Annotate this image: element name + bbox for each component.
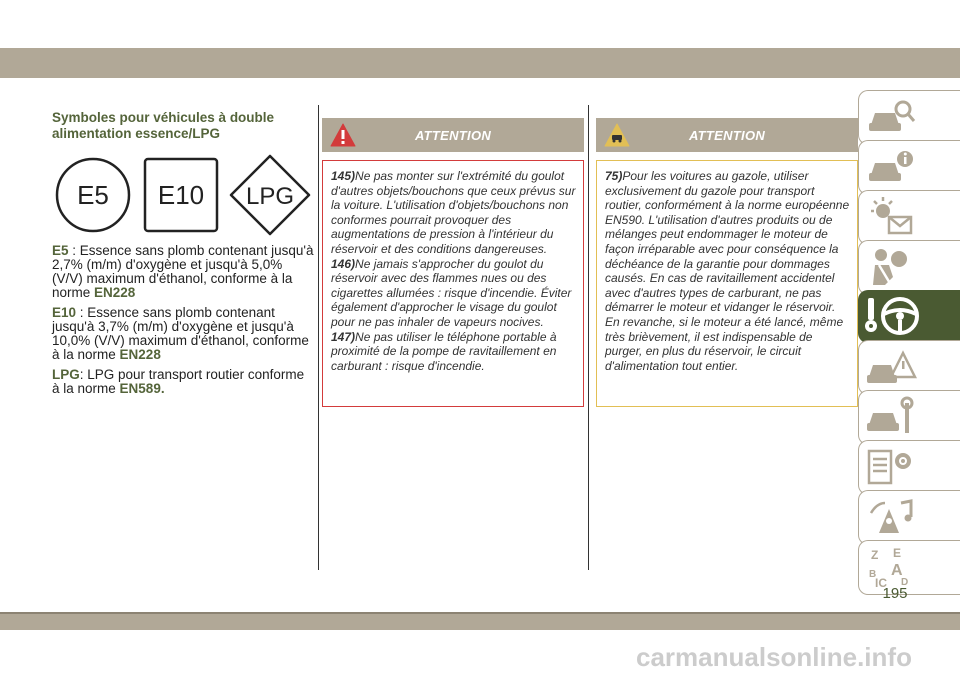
- fuel-symbols-section: [52, 110, 314, 402]
- alphabetical-index-icon: [865, 545, 917, 589]
- definition-lpg: LPG: LPG pour transport routier conforme à la norme EN589.: [52, 367, 305, 396]
- e10-label: E10: [157, 180, 205, 210]
- tab-servicing[interactable]: [858, 390, 960, 445]
- e5-symbol-icon: [54, 156, 132, 234]
- watermark: [636, 640, 956, 674]
- specifications-gear-icon: [865, 445, 917, 489]
- section-heading: Symboles pour véhicules à double alimentation essence/LPG: [52, 110, 275, 141]
- warning-item: 146)Ne jamais s'approcher du goulot du réservoir avec des flammes nues ou des cigarettes allumées : risque d'incendie. Éviter également d'approcher le visage du goulot pour ne pas inhaler de vapeurs nocives.: [331, 256, 572, 329]
- definition-e10: E10 : Essence sans plomb contenant jusqu'à 3,7% (m/m) d'oxygène et jusqu'à 10,0% (V/V) maximum d'éthanol, conforme à la norme EN228: [52, 305, 309, 362]
- tab-car-info[interactable]: [858, 140, 960, 195]
- bottom-band: [0, 612, 960, 630]
- svg-text:D: D: [901, 577, 909, 588]
- fuel-symbols-row: [52, 154, 314, 244]
- tab-safety[interactable]: [858, 240, 960, 295]
- passenger-airbag-icon: [865, 245, 917, 289]
- page-number: 195: [882, 585, 908, 602]
- top-band: [0, 48, 960, 78]
- warning-header: [596, 118, 858, 152]
- key-steering-wheel-icon: [864, 294, 924, 338]
- warning-header: [322, 118, 584, 152]
- tab-car-search[interactable]: [858, 90, 960, 145]
- svg-text:carmanualsonline.info: carmanualsonline.info: [636, 642, 912, 672]
- tab-emergency[interactable]: [858, 340, 960, 395]
- warning-item: 147)Ne pas utiliser le téléphone portable à proximité de la pompe de ravitaillement en carburant : risque d'incendie.: [331, 329, 557, 373]
- warning-title: ATTENTION: [688, 128, 766, 143]
- warning-box-red: [322, 118, 584, 407]
- warning-box-yellow: [596, 118, 858, 407]
- warning-body: [322, 160, 584, 407]
- tab-specifications[interactable]: [858, 440, 960, 495]
- multimedia-music-icon: [865, 495, 917, 539]
- lpg-label: LPG: [245, 183, 295, 210]
- car-maintenance-icon: [865, 395, 917, 439]
- lpg-symbol-icon: [228, 153, 312, 237]
- e5-label: E5: [77, 180, 109, 210]
- warning-title: ATTENTION: [414, 128, 492, 143]
- column-divider: [588, 105, 589, 570]
- tab-warning-lights[interactable]: [858, 190, 960, 245]
- svg-text:B: B: [869, 569, 877, 580]
- tab-starting-driving[interactable]: [858, 290, 960, 343]
- e10-symbol-icon: [142, 156, 220, 234]
- car-search-icon: [865, 95, 917, 139]
- tab-multimedia[interactable]: [858, 490, 960, 545]
- warning-lights-mail-icon: [865, 195, 917, 239]
- warning-body: [596, 160, 858, 407]
- svg-text:IC: IC: [875, 576, 887, 589]
- column-divider: [318, 105, 319, 570]
- warning-item: 75)Pour les voitures au gazole, utiliser exclusivement du gazole pour transport routier, conformément à la norme européenne EN590. L'utilisation d'autres produits ou de mélanges peut endommager le moteur de façon irréparable avec pour conséquence la déchéance de la garantie pour dommages causés. En cas de ravitaillement accidentel avec d'autres types de carburant, ne pas démarrer le moteur et vidanger le réservoir. En revanche, si le moteur a été lancé, même très brièvement, il est indispensable de purger, en plus du réservoir, le circuit d'alimentation tout entier.: [605, 169, 850, 373]
- definition-e5: E5 : Essence sans plomb contenant jusqu'à 2,7% (m/m) d'oxygène et jusqu'à 5,0% (V/V) maximum d'éthanol, conforme à la norme EN228: [52, 243, 314, 300]
- svg-text:Z: Z: [871, 548, 879, 562]
- svg-text:A: A: [891, 562, 903, 579]
- car-info-icon: [865, 145, 917, 189]
- svg-text:E: E: [893, 546, 902, 560]
- car-accident-warning-icon: [865, 345, 917, 389]
- warning-item: 145)Ne pas monter sur l'extrémité du goulot d'autres objets/bouchons que ceux prévus sur la voiture. L'utilisation d'objets/bouchons non conformes pourrait provoquer des augmentations de pression à l'intérieur du réservoir et des conditions dangereuses.: [331, 169, 576, 256]
